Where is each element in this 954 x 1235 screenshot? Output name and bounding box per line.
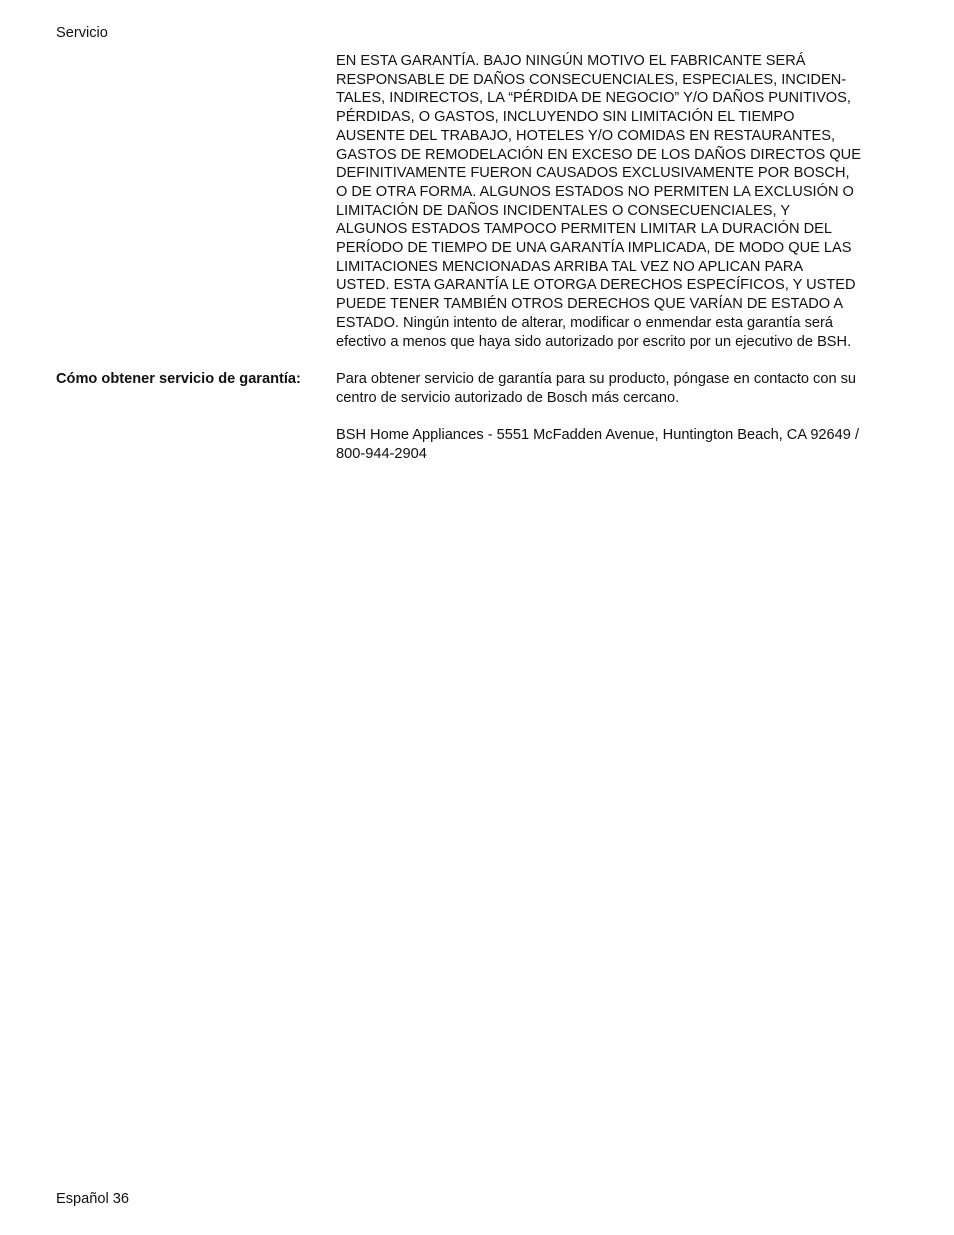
warranty-line: USTED. ESTA GARANTÍA LE OTORGA DERECHOS ESPECÍFICOS, Y USTED <box>336 277 856 294</box>
warranty-line: TALES, INDIRECTOS, LA “PÉRDIDA DE NEGOCIO” Y/O DAÑOS PUNITIVOS, <box>336 90 851 107</box>
page-header-section: Servicio <box>56 25 108 41</box>
warranty-line: AUSENTE DEL TRABAJO, HOTELES Y/O COMIDAS EN RESTAURANTES, <box>336 127 835 144</box>
service-section-label: Cómo obtener servicio de garantía: <box>56 371 301 387</box>
warranty-line: ALGUNOS ESTADOS TAMPOCO PERMITEN LIMITAR LA DURACIÓN DEL <box>336 221 833 238</box>
warranty-disclaimer-text <box>336 52 906 351</box>
warranty-line: DEFINITIVAMENTE FUERON CAUSADOS EXCLUSIVAMENTE POR BOSCH, <box>336 165 850 182</box>
warranty-line: ESTADO. Ningún intento de alterar, modificar o enmendar esta garantía será <box>336 314 833 331</box>
phone-line: 800-944-2904 <box>336 445 427 462</box>
service-line: centro de servicio autorizado de Bosch más cercano. <box>336 389 680 406</box>
service-line: Para obtener servicio de garantía para su producto, póngase en contacto con su <box>336 371 857 387</box>
warranty-line: PUEDE TENER TAMBIÉN OTROS DERECHOS QUE VARÍAN DE ESTADO A <box>336 296 844 313</box>
warranty-line: PERÍODO DE TIEMPO DE UNA GARANTÍA IMPLICADA, DE MODO QUE LAS <box>336 240 852 257</box>
page-footer-label: Español 36 <box>56 1191 130 1207</box>
warranty-line: O DE OTRA FORMA. ALGUNOS ESTADOS NO PERMITEN LA EXCLUSIÓN O <box>336 183 854 200</box>
warranty-line: RESPONSABLE DE DAÑOS CONSECUENCIALES, ESPECIALES, INCIDEN- <box>336 71 847 88</box>
address-line: BSH Home Appliances - 5551 McFadden Avenue, Huntington Beach, CA 92649 / <box>336 427 860 443</box>
warranty-line: LIMITACIÓN DE DAÑOS INCIDENTALES O CONSECUENCIALES, Y <box>336 202 791 219</box>
service-instructions-text <box>336 370 906 407</box>
warranty-line: GASTOS DE REMODELACIÓN EN EXCESO DE LOS DAÑOS DIRECTOS QUE <box>336 146 861 163</box>
warranty-line: PÉRDIDAS, O GASTOS, INCLUYENDO SIN LIMITACIÓN EL TIEMPO <box>336 109 795 126</box>
warranty-line: efectivo a menos que haya sido autorizado por escrito por un ejecutivo de BSH. <box>336 333 852 350</box>
warranty-line: EN ESTA GARANTÍA. BAJO NINGÚN MOTIVO EL FABRICANTE SERÁ <box>336 53 806 69</box>
service-address-text <box>336 426 906 463</box>
warranty-line: LIMITACIONES MENCIONADAS ARRIBA TAL VEZ NO APLICAN PARA <box>336 258 804 275</box>
